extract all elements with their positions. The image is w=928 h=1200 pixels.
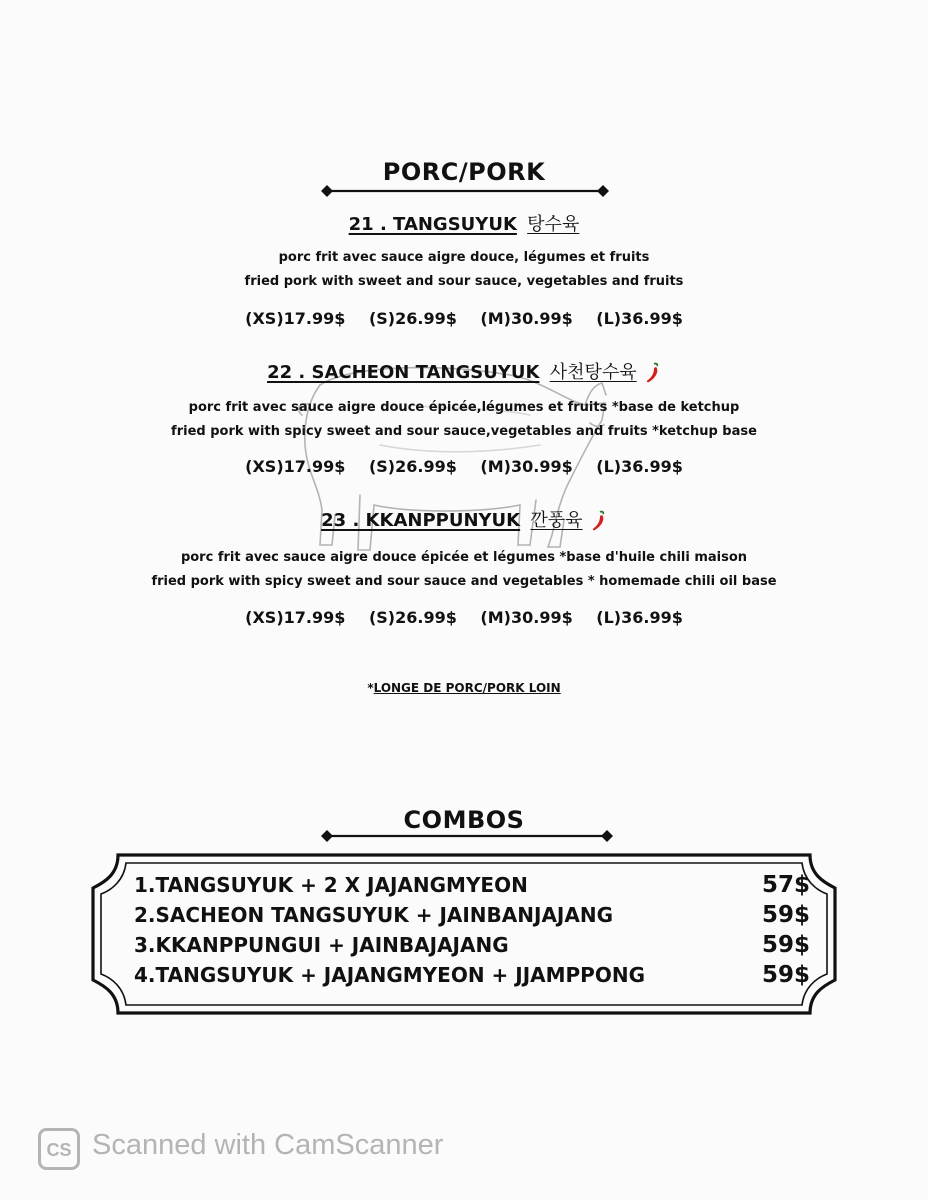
combo-price: 59$ bbox=[761, 902, 810, 928]
price-l: (L)36.99$ bbox=[596, 457, 683, 476]
combo-row bbox=[134, 960, 810, 990]
logo-text: CS bbox=[46, 1140, 72, 1160]
description-french: porc frit avec sauce aigre douce, légumes et fruits bbox=[278, 250, 650, 265]
combo-row bbox=[134, 870, 810, 900]
menu-item-title bbox=[0, 210, 928, 236]
chili-pepper-icon bbox=[645, 362, 661, 384]
item-korean-name: 탕수육 bbox=[527, 214, 580, 235]
item-name: 21 . TANGSUYUK bbox=[348, 214, 517, 235]
item-description bbox=[0, 396, 928, 444]
combo-price: 59$ bbox=[761, 962, 810, 988]
diamond-rule-icon bbox=[320, 829, 614, 843]
section-heading-combos: COMBOS bbox=[403, 806, 525, 834]
pork-loin-note bbox=[0, 681, 928, 695]
item-korean-name: 사천탕수육 bbox=[549, 362, 637, 383]
item-description bbox=[0, 546, 928, 594]
section-heading-pork: PORC/PORK bbox=[382, 158, 546, 186]
combo-row bbox=[134, 900, 810, 930]
price-xs: (XS)17.99$ bbox=[245, 608, 346, 627]
combo-price: 59$ bbox=[761, 932, 810, 958]
item-korean-name: 깐풍육 bbox=[530, 510, 583, 531]
price-m: (M)30.99$ bbox=[480, 608, 573, 627]
combo-price: 57$ bbox=[761, 872, 810, 898]
price-list bbox=[0, 457, 928, 476]
combo-label: 1.TANGSUYUK + 2 X JAJANGMYEON bbox=[134, 873, 528, 897]
note-asterisk: * bbox=[367, 681, 374, 695]
note-text: LONGE DE PORC/PORK LOIN bbox=[373, 681, 561, 695]
price-l: (L)36.99$ bbox=[596, 309, 683, 328]
price-xs: (XS)17.99$ bbox=[245, 309, 346, 328]
description-french: porc frit avec sauce aigre douce épicée,légumes et fruits *base de ketchup bbox=[188, 400, 740, 415]
camscanner-logo-icon bbox=[38, 1128, 80, 1170]
price-s: (S)26.99$ bbox=[368, 608, 457, 627]
description-english: fried pork with sweet and sour sauce, vegetables and fruits bbox=[244, 274, 684, 289]
item-name: 23 . KKANPPUNYUK bbox=[321, 510, 521, 531]
price-xs: (XS)17.99$ bbox=[245, 457, 346, 476]
item-description bbox=[0, 246, 928, 294]
scanner-watermark-text: Scanned with CamScanner bbox=[92, 1129, 444, 1161]
description-french: porc frit avec sauce aigre douce épicée et légumes *base d'huile chili maison bbox=[180, 550, 748, 565]
price-m: (M)30.99$ bbox=[480, 309, 573, 328]
chili-pepper-icon bbox=[591, 510, 607, 532]
price-s: (S)26.99$ bbox=[368, 457, 457, 476]
combo-row bbox=[134, 930, 810, 960]
price-l: (L)36.99$ bbox=[596, 608, 683, 627]
price-m: (M)30.99$ bbox=[480, 457, 573, 476]
combo-label: 3.KKANPPUNGUI + JAINBAJAJANG bbox=[134, 933, 509, 957]
price-s: (S)26.99$ bbox=[368, 309, 457, 328]
combo-label: 4.TANGSUYUK + JAJANGMYEON + JJAMPPONG bbox=[134, 963, 645, 987]
item-name: 22 . SACHEON TANGSUYUK bbox=[267, 362, 540, 383]
menu-item-title bbox=[0, 358, 928, 384]
description-english: fried pork with spicy sweet and sour sauce and vegetables * homemade chili oil base bbox=[151, 574, 777, 589]
price-list bbox=[0, 608, 928, 627]
diamond-rule-icon bbox=[320, 184, 610, 198]
combo-label: 2.SACHEON TANGSUYUK + JAINBANJAJANG bbox=[134, 903, 614, 927]
combo-list bbox=[134, 870, 810, 990]
price-list bbox=[0, 309, 928, 328]
menu-item-title bbox=[0, 506, 928, 532]
description-english: fried pork with spicy sweet and sour sauce,vegetables and fruits *ketchup base bbox=[171, 424, 757, 439]
